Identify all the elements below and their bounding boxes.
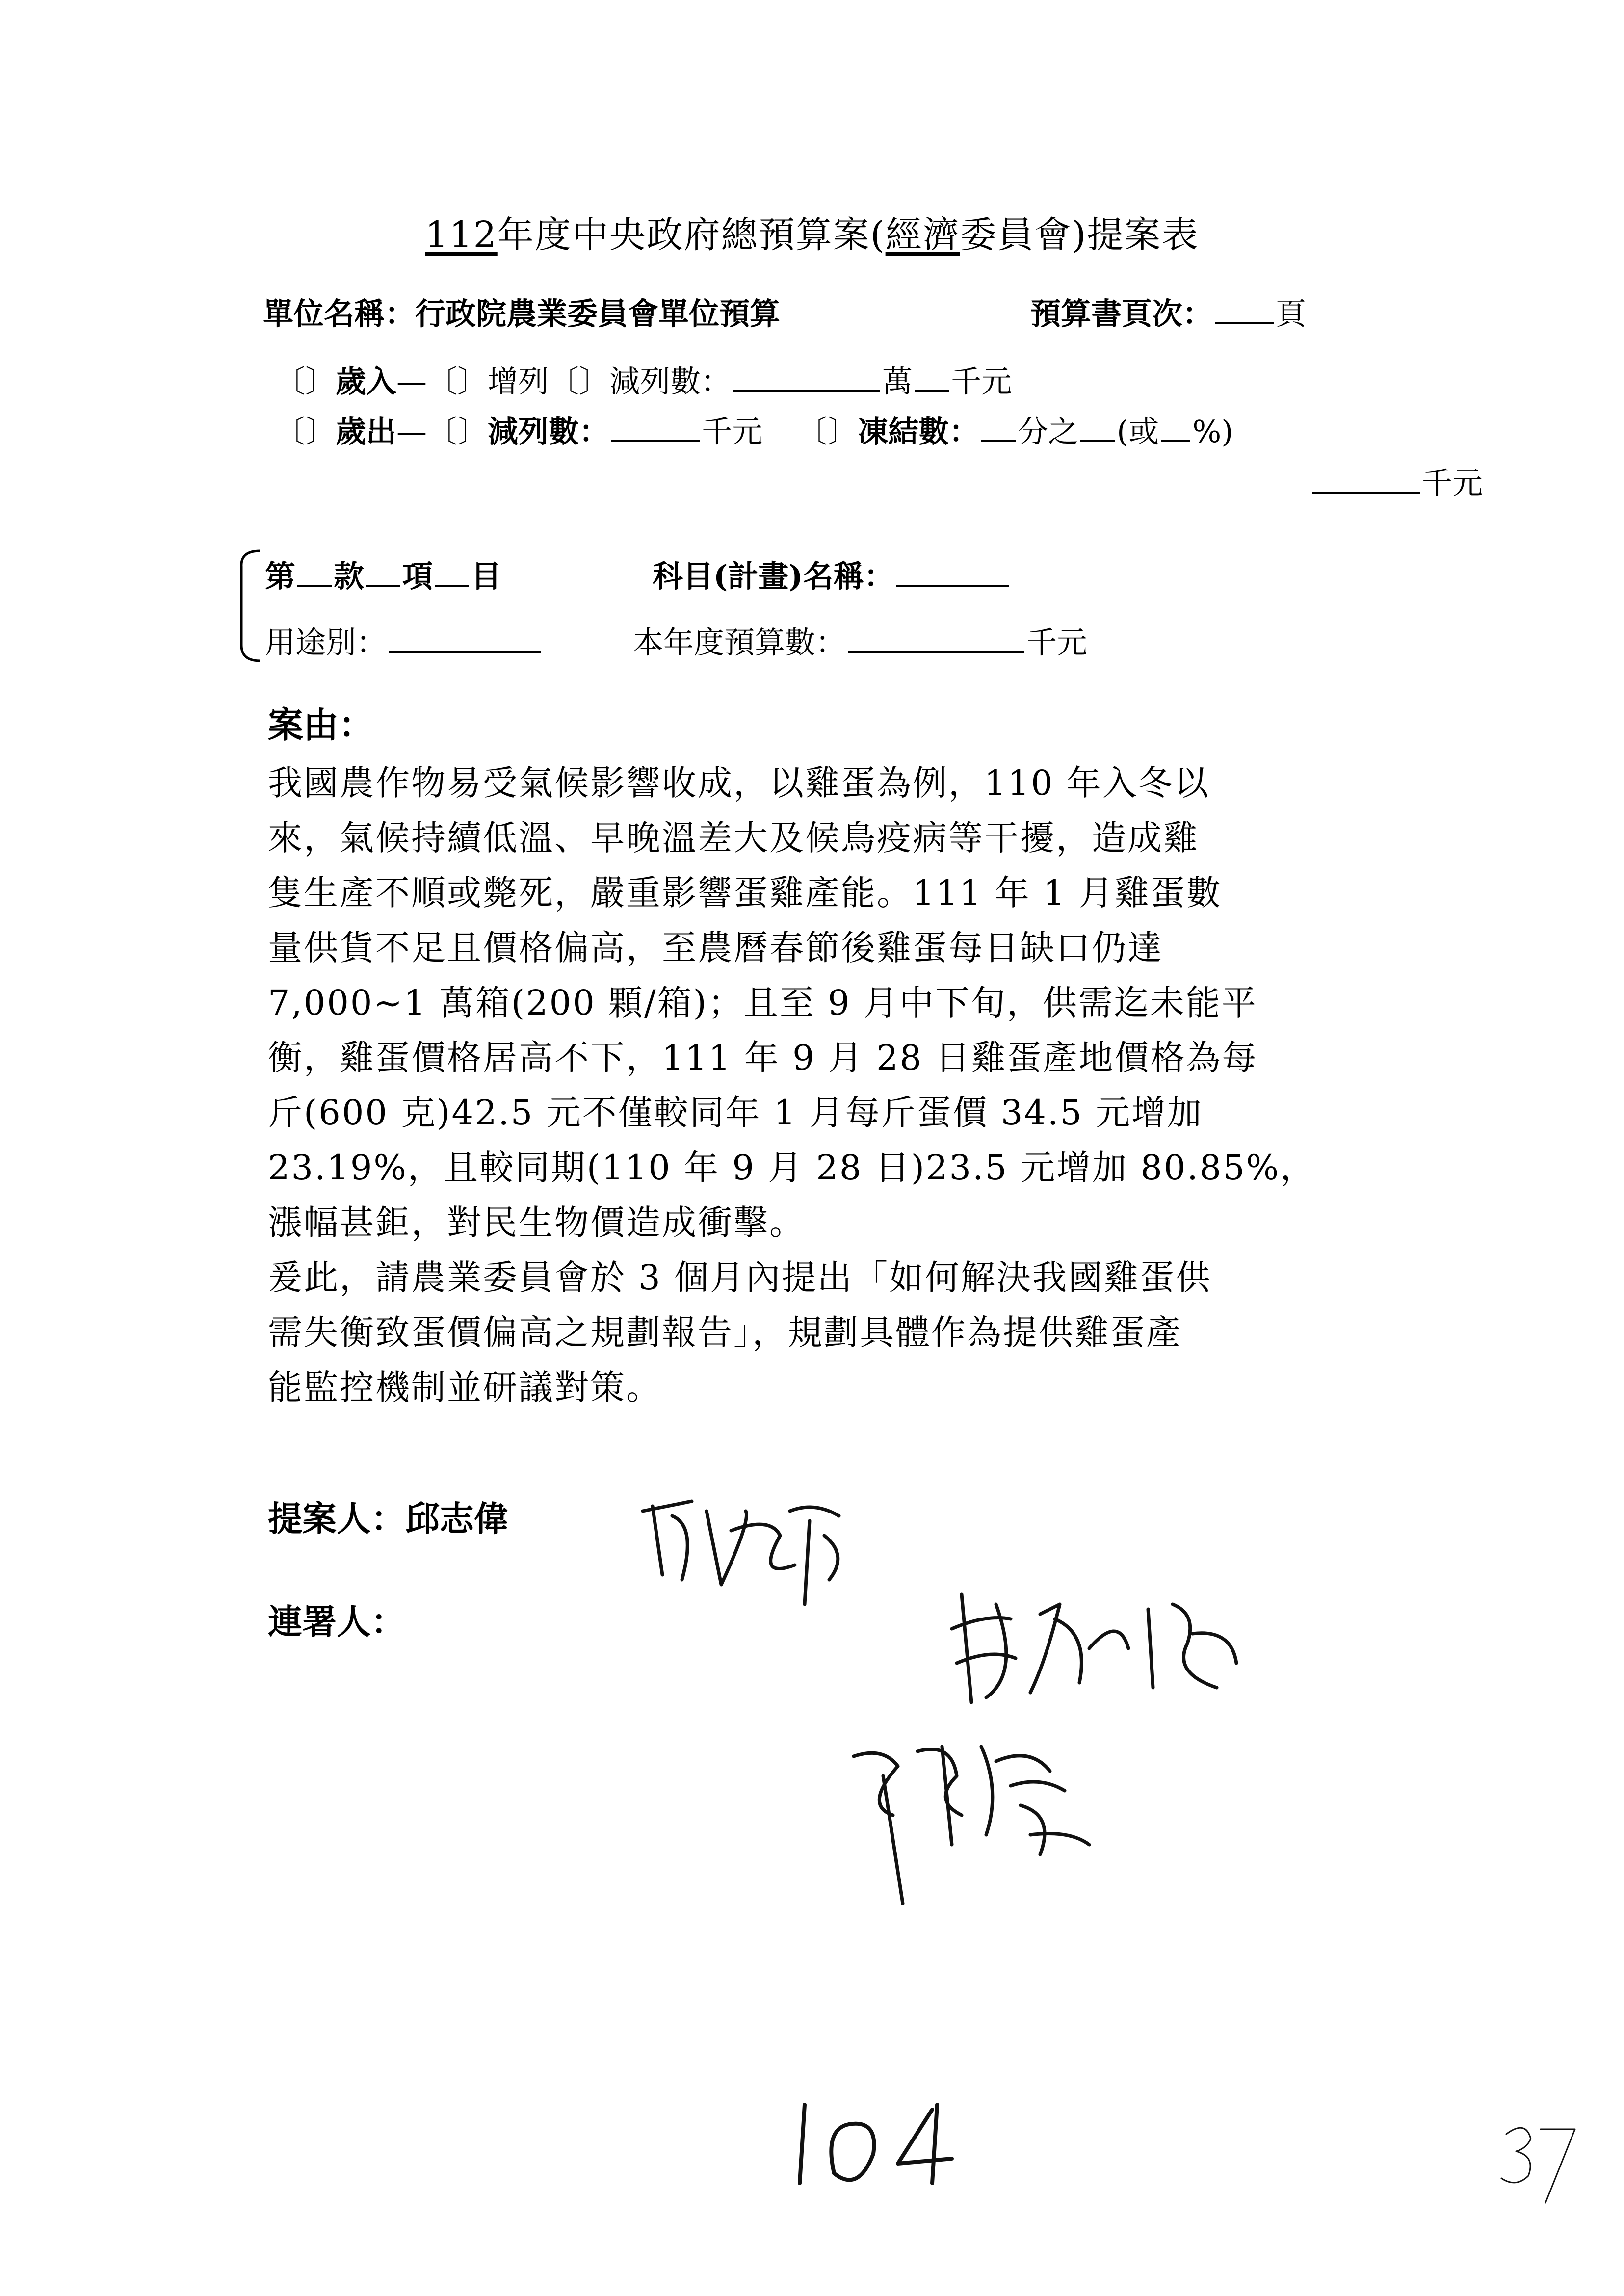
reason-line: 斤(600 克)42.5 元不僅較同年 1 月每斤蛋價 34.5 元增加 <box>268 1093 1203 1133</box>
revenue-add-checkbox: 〔〕 <box>427 364 488 399</box>
expense-cut: 減列數： <box>488 414 610 449</box>
freeze-amount-unit: 千元 <box>1422 465 1483 501</box>
freeze-or: (或 <box>1117 414 1159 449</box>
cosigner-signature-1 <box>942 1575 1256 1722</box>
reason-line: 爰此，請農業委員會於 3 個月內提出「如何解決我國雞蛋供 <box>268 1257 1212 1298</box>
freeze-label: 凍結數： <box>858 414 980 449</box>
page-blank <box>1215 296 1274 324</box>
freeze-amount-blank <box>1312 465 1420 494</box>
revenue-wan: 萬 <box>882 364 913 399</box>
cosigner-label: 連署人： <box>268 1601 405 1642</box>
revenue-unit: 千元 <box>951 364 1012 399</box>
expense-dash: — <box>396 414 427 449</box>
usage-row <box>265 618 543 662</box>
budget-blank <box>848 625 1024 653</box>
reason-line: 需失衡致蛋價偏高之規劃報告」，規劃具體作為提供雞蛋產 <box>268 1312 1182 1353</box>
unit-row <box>263 289 780 333</box>
reason-line: 衡，雞蛋價格居高不下，111 年 9 月 28 日雞蛋產地價格為每 <box>268 1038 1258 1078</box>
revenue-add: 增列 <box>488 364 549 399</box>
usage-label: 用途別： <box>265 625 387 660</box>
subject-label: 科目(計畫)名稱： <box>653 558 894 594</box>
xiang-blank <box>366 558 400 587</box>
reason-line: 來，氣候持續低溫、早晚溫差大及候鳥疫病等干擾，造成雞 <box>268 818 1199 858</box>
page-suffix: 頁 <box>1276 296 1307 332</box>
proposer-label: 提案人： <box>268 1498 405 1539</box>
budget-unit: 千元 <box>1026 625 1088 660</box>
freeze-checkbox: 〔〕 <box>797 414 858 449</box>
budget-row <box>633 618 1087 662</box>
unit-value: 行政院農業委員會單位預算 <box>415 296 781 332</box>
section-row-1 <box>265 552 501 596</box>
handwritten-corner-number <box>1492 2110 1590 2208</box>
expense-checkbox: 〔〕 <box>275 414 336 449</box>
section-brace <box>231 547 265 665</box>
freeze-fraction: 分之 <box>1018 414 1079 449</box>
revenue-checkbox: 〔〕 <box>275 364 336 399</box>
proposer-signature <box>633 1482 864 1619</box>
revenue-cut: 減列數： <box>609 364 732 399</box>
reason-line: 能監控機制並研議對策。 <box>268 1367 662 1408</box>
subject-row <box>653 552 1011 596</box>
reason-line: 漲幅甚鉅，對民生物價造成衝擊。 <box>268 1202 805 1243</box>
handwritten-page-number <box>785 2095 1040 2193</box>
kuan-blank <box>297 558 332 587</box>
section-mu: 目 <box>471 558 502 594</box>
section-xiang: 項 <box>402 558 433 594</box>
expense-label: 歲出 <box>336 414 397 449</box>
title-post: 委員會)提案表 <box>960 214 1199 256</box>
title-year: 112 <box>425 214 498 256</box>
section-k2: 款 <box>334 558 365 594</box>
usage-blank <box>389 625 541 653</box>
revenue-label: 歲入 <box>336 364 397 399</box>
revenue-dash: — <box>396 364 427 399</box>
expense-row <box>275 407 1233 451</box>
title-committee: 經濟 <box>885 214 960 256</box>
revenue-cut-checkbox: 〔〕 <box>549 364 610 399</box>
title-pre: 年度中央政府總預算案( <box>497 214 886 256</box>
form-title <box>0 206 1624 258</box>
proposer-row <box>268 1491 508 1541</box>
reason-line: 7,000~1 萬箱(200 顆/箱)；且至 9 月中下旬，供需迄未能平 <box>268 983 1257 1023</box>
revenue-amount-blank <box>733 364 880 392</box>
reason-line: 23.19%，且較同期(110 年 9 月 28 日)23.5 元增加 80.85%， <box>268 1148 1316 1188</box>
freeze-denominator-blank <box>981 414 1016 442</box>
revenue-thousand-blank <box>915 364 949 392</box>
freeze-pct-close: %) <box>1192 414 1233 449</box>
reason-line: 我國農作物易受氣候影響收成，以雞蛋為例，110 年入冬以 <box>268 763 1210 803</box>
page-label: 預算書頁次： <box>1030 296 1213 332</box>
freeze-percent-blank <box>1161 414 1190 442</box>
reason-heading: 案由： <box>268 704 374 746</box>
page-ref <box>1030 289 1306 333</box>
cosigner-signature-2 <box>834 1717 1109 1923</box>
subject-blank <box>896 558 1009 587</box>
freeze-numerator-blank <box>1080 414 1115 442</box>
revenue-row <box>275 357 1012 401</box>
expense-cut-blank <box>611 414 700 442</box>
section-kuan: 第 <box>265 558 296 594</box>
expense-unit: 千元 <box>702 414 763 449</box>
reason-line: 隻生產不順或斃死，嚴重影響蛋雞產能。111 年 1 月雞蛋數 <box>268 873 1222 913</box>
freeze-amount <box>1310 459 1483 502</box>
budget-label: 本年度預算數： <box>633 625 846 660</box>
expense-cut-checkbox: 〔〕 <box>427 414 488 449</box>
reason-line: 量供貨不足且價格偏高，至農曆春節後雞蛋每日缺口仍達 <box>268 928 1163 968</box>
unit-label: 單位名稱： <box>263 296 416 332</box>
mu-blank <box>435 558 469 587</box>
proposer-name: 邱志偉 <box>405 1498 508 1539</box>
